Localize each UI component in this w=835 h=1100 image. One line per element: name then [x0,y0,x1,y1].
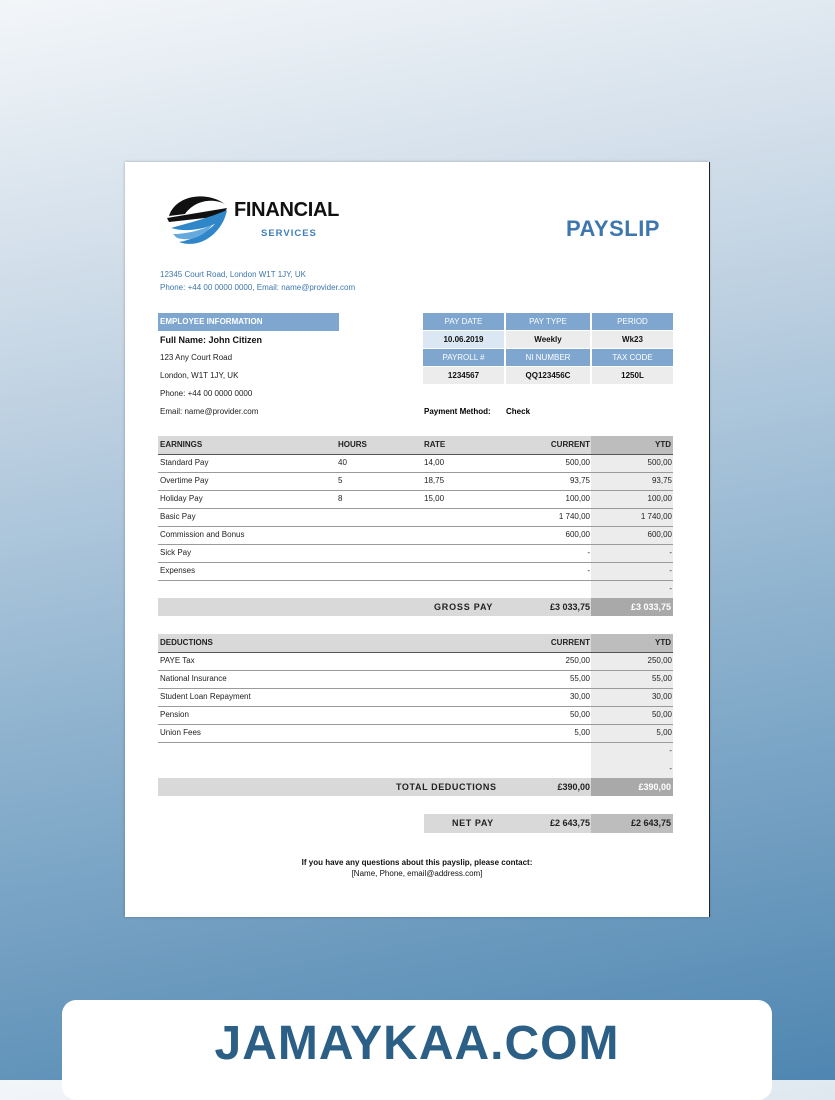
total-deductions-ytd: £390,00 [591,778,673,796]
row-ytd: 93,75 [651,476,672,485]
row-rate: 18,75 [424,476,445,485]
row-current: 100,00 [565,494,590,503]
row-hours: 8 [338,494,343,503]
financial-logo-icon [165,188,233,252]
deductions-ytd-label: YTD [591,634,673,652]
table-row [158,580,673,598]
contact-note: If you have any questions about this payslip, please contact: [301,858,533,867]
tax-code-value: 1250L [592,367,673,384]
company-address: 12345 Court Road, London W1T 1JY, UK [160,270,307,279]
row-current: 1 740,00 [558,512,590,521]
deductions-current-label: CURRENT [550,638,590,647]
employee-phone: Phone: +44 00 0000 0000 [160,389,253,398]
earnings-header-row [158,436,673,455]
company-contact: Phone: +44 00 0000 0000, Email: name@provider.com [160,283,356,292]
employee-city: London, W1T 1JY, UK [160,371,239,380]
gross-pay-label: GROSS PAY [434,602,494,612]
table-row [158,472,673,491]
table-row [158,490,673,509]
row-label: Union Fees [160,728,201,737]
table-row [158,742,673,760]
gross-pay-row [158,598,673,616]
row-current: - [587,548,590,557]
period-header: PERIOD [592,313,673,330]
watermark-text: JAMAYKAA.COM [214,1017,620,1070]
tax-code-header: TAX CODE [592,349,673,366]
row-label: Standard Pay [160,458,209,467]
brand-name: FINANCIAL [234,199,340,221]
row-current: 55,00 [569,674,590,683]
table-row [158,652,673,671]
row-label: Overtime Pay [160,476,209,485]
pay-date-header: PAY DATE [423,313,504,330]
row-hours: 40 [338,458,347,467]
row-label: Holiday Pay [160,494,203,503]
row-current: - [587,566,590,575]
row-current: 50,00 [569,710,590,719]
employee-street: 123 Any Court Road [160,353,233,362]
net-pay-current: £2 643,75 [549,818,590,828]
row-rate: 15,00 [424,494,445,503]
table-row [158,724,673,743]
row-label: Pension [160,710,189,719]
payment-method-label: Payment Method: [424,407,491,416]
row-ytd: - [669,548,672,557]
row-ytd: 100,00 [647,494,672,503]
table-row [158,670,673,689]
row-label: Sick Pay [160,548,192,557]
employee-name: Full Name: John Citizen [160,335,263,345]
row-label: Commission and Bonus [160,530,245,539]
payslip-sheet [125,162,709,917]
row-ytd: - [669,566,672,575]
period-value: Wk23 [592,331,673,348]
employee-email: Email: name@provider.com [160,407,259,416]
ytd-col-label [591,436,673,454]
payroll-value: 1234567 [423,367,504,384]
row-ytd: - [669,584,672,593]
row-ytd: 1 740,00 [640,512,672,521]
table-row [158,688,673,707]
table-row [158,706,673,725]
table-row [158,760,673,778]
pay-type-header: PAY TYPE [506,313,590,330]
row-ytd: 55,00 [651,674,672,683]
pay-type-value: Weekly [506,331,590,348]
row-ytd: - [669,746,672,755]
row-ytd: 30,00 [651,692,672,701]
total-deductions-label: TOTAL DEDUCTIONS [396,782,497,792]
brand-sub: SERVICES [261,228,317,239]
table-row [158,454,673,473]
net-pay-row [424,814,673,833]
total-deductions-row [158,778,673,796]
row-rate: 14,00 [424,458,445,467]
table-row [158,508,673,527]
current-col-label: CURRENT [550,440,590,449]
table-row [158,544,673,563]
contact-placeholder: [Name, Phone, email@address.com] [351,869,483,878]
employee-info-header: EMPLOYEE INFORMATION [158,313,339,331]
row-current: 5,00 [574,728,590,737]
rate-col-label: RATE [424,440,446,449]
ni-number-header: NI NUMBER [506,349,590,366]
row-label: PAYE Tax [160,656,195,665]
deductions-header-row [158,634,673,653]
row-ytd: 600,00 [647,530,672,539]
net-pay-ytd: £2 643,75 [591,814,673,833]
earnings-col-label: EARNINGS [160,440,203,449]
page-title: PAYSLIP [566,216,660,241]
net-pay-label: NET PAY [452,818,494,828]
row-current: 600,00 [565,530,590,539]
table-row [158,562,673,581]
row-ytd: - [669,764,672,773]
row-current: 250,00 [565,656,590,665]
row-label: Expenses [160,566,196,575]
hours-col-label: HOURS [338,440,367,449]
ni-number-value: QQ123456C [506,367,590,384]
row-ytd: 250,00 [647,656,672,665]
row-ytd: 50,00 [651,710,672,719]
row-label: Basic Pay [160,512,196,521]
watermark-banner [62,1000,772,1100]
ytd-col-text: YTD [655,440,671,449]
gross-pay-current: £3 033,75 [549,602,590,612]
row-hours: 5 [338,476,343,485]
payment-method-value: Check [506,407,531,416]
gross-pay-ytd: £3 033,75 [591,598,673,616]
payroll-header: PAYROLL # [423,349,504,366]
row-current: 93,75 [569,476,590,485]
pay-date-value: 10.06.2019 [423,331,504,348]
deductions-col-label: DEDUCTIONS [160,638,213,647]
row-label: National Insurance [160,674,227,683]
table-row [158,526,673,545]
total-deductions-current: £390,00 [557,782,590,792]
row-ytd: 5,00 [656,728,672,737]
row-label: Student Loan Repayment [160,692,251,701]
row-ytd: 500,00 [647,458,672,467]
row-current: 500,00 [565,458,590,467]
row-current: 30,00 [569,692,590,701]
